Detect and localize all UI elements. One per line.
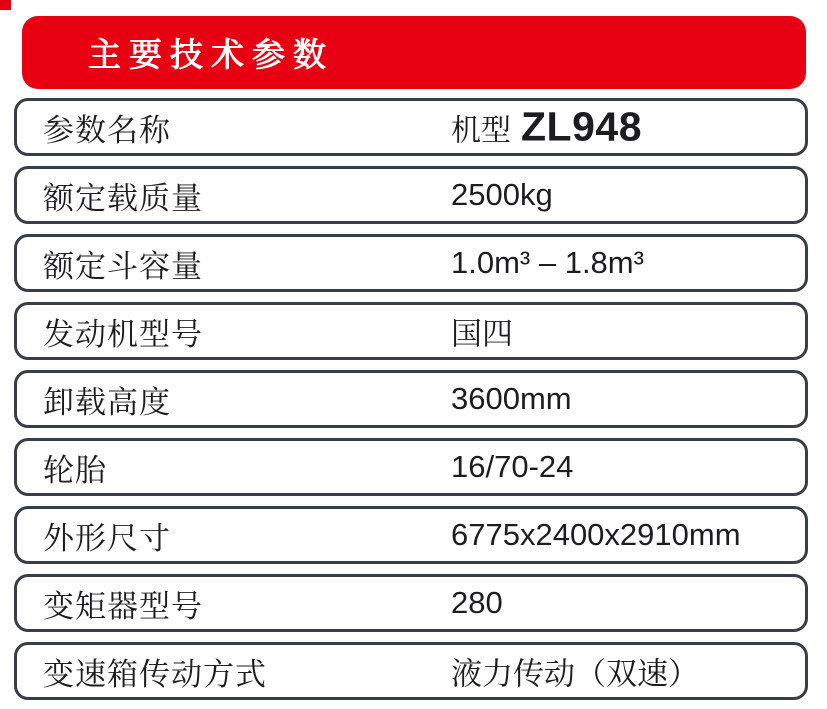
spec-label: 额定载质量 (43, 180, 203, 216)
spec-value-text: 液力传动（双速） (451, 656, 699, 692)
spec-value (451, 585, 503, 621)
spec-value (451, 245, 644, 281)
spec-label: 变矩器型号 (43, 588, 203, 624)
spec-value (451, 177, 553, 213)
spec-value (451, 449, 573, 485)
spec-table (14, 98, 808, 700)
section-title: 主要技术参数 (88, 36, 334, 73)
spec-row (14, 166, 808, 224)
model-number: ZL948 (521, 103, 642, 150)
spec-label: 轮胎 (43, 452, 107, 488)
spec-row (14, 506, 808, 564)
spec-row (14, 98, 808, 156)
spec-row (14, 234, 808, 292)
spec-value-text: 6775x2400x2910mm (451, 517, 741, 552)
spec-label: 额定斗容量 (43, 248, 203, 284)
spec-value-text: 3600mm (451, 381, 572, 416)
spec-value (451, 649, 699, 694)
spec-value-text: 1.0m³ – 1.8m³ (451, 245, 644, 280)
spec-value (451, 381, 572, 417)
spec-row (14, 438, 808, 496)
spec-value-text: 2500kg (451, 177, 553, 212)
spec-label: 外形尺寸 (43, 520, 171, 556)
spec-value-prefix: 机型 (451, 114, 511, 147)
spec-row (14, 574, 808, 632)
spec-value (451, 104, 642, 151)
spec-value (451, 309, 513, 354)
section-header-banner (22, 16, 806, 89)
spec-label: 卸载高度 (43, 384, 171, 420)
spec-label: 发动机型号 (43, 316, 203, 352)
spec-value (451, 517, 741, 553)
spec-row (14, 302, 808, 360)
spec-value-text: 国四 (451, 316, 513, 352)
spec-value-text: 16/70-24 (451, 449, 574, 484)
spec-label: 参数名称 (43, 112, 171, 148)
corner-accent-square (0, 0, 11, 10)
spec-row (14, 642, 808, 700)
spec-value-text: 280 (451, 585, 503, 620)
spec-row (14, 370, 808, 428)
spec-label: 变速箱传动方式 (43, 656, 267, 692)
